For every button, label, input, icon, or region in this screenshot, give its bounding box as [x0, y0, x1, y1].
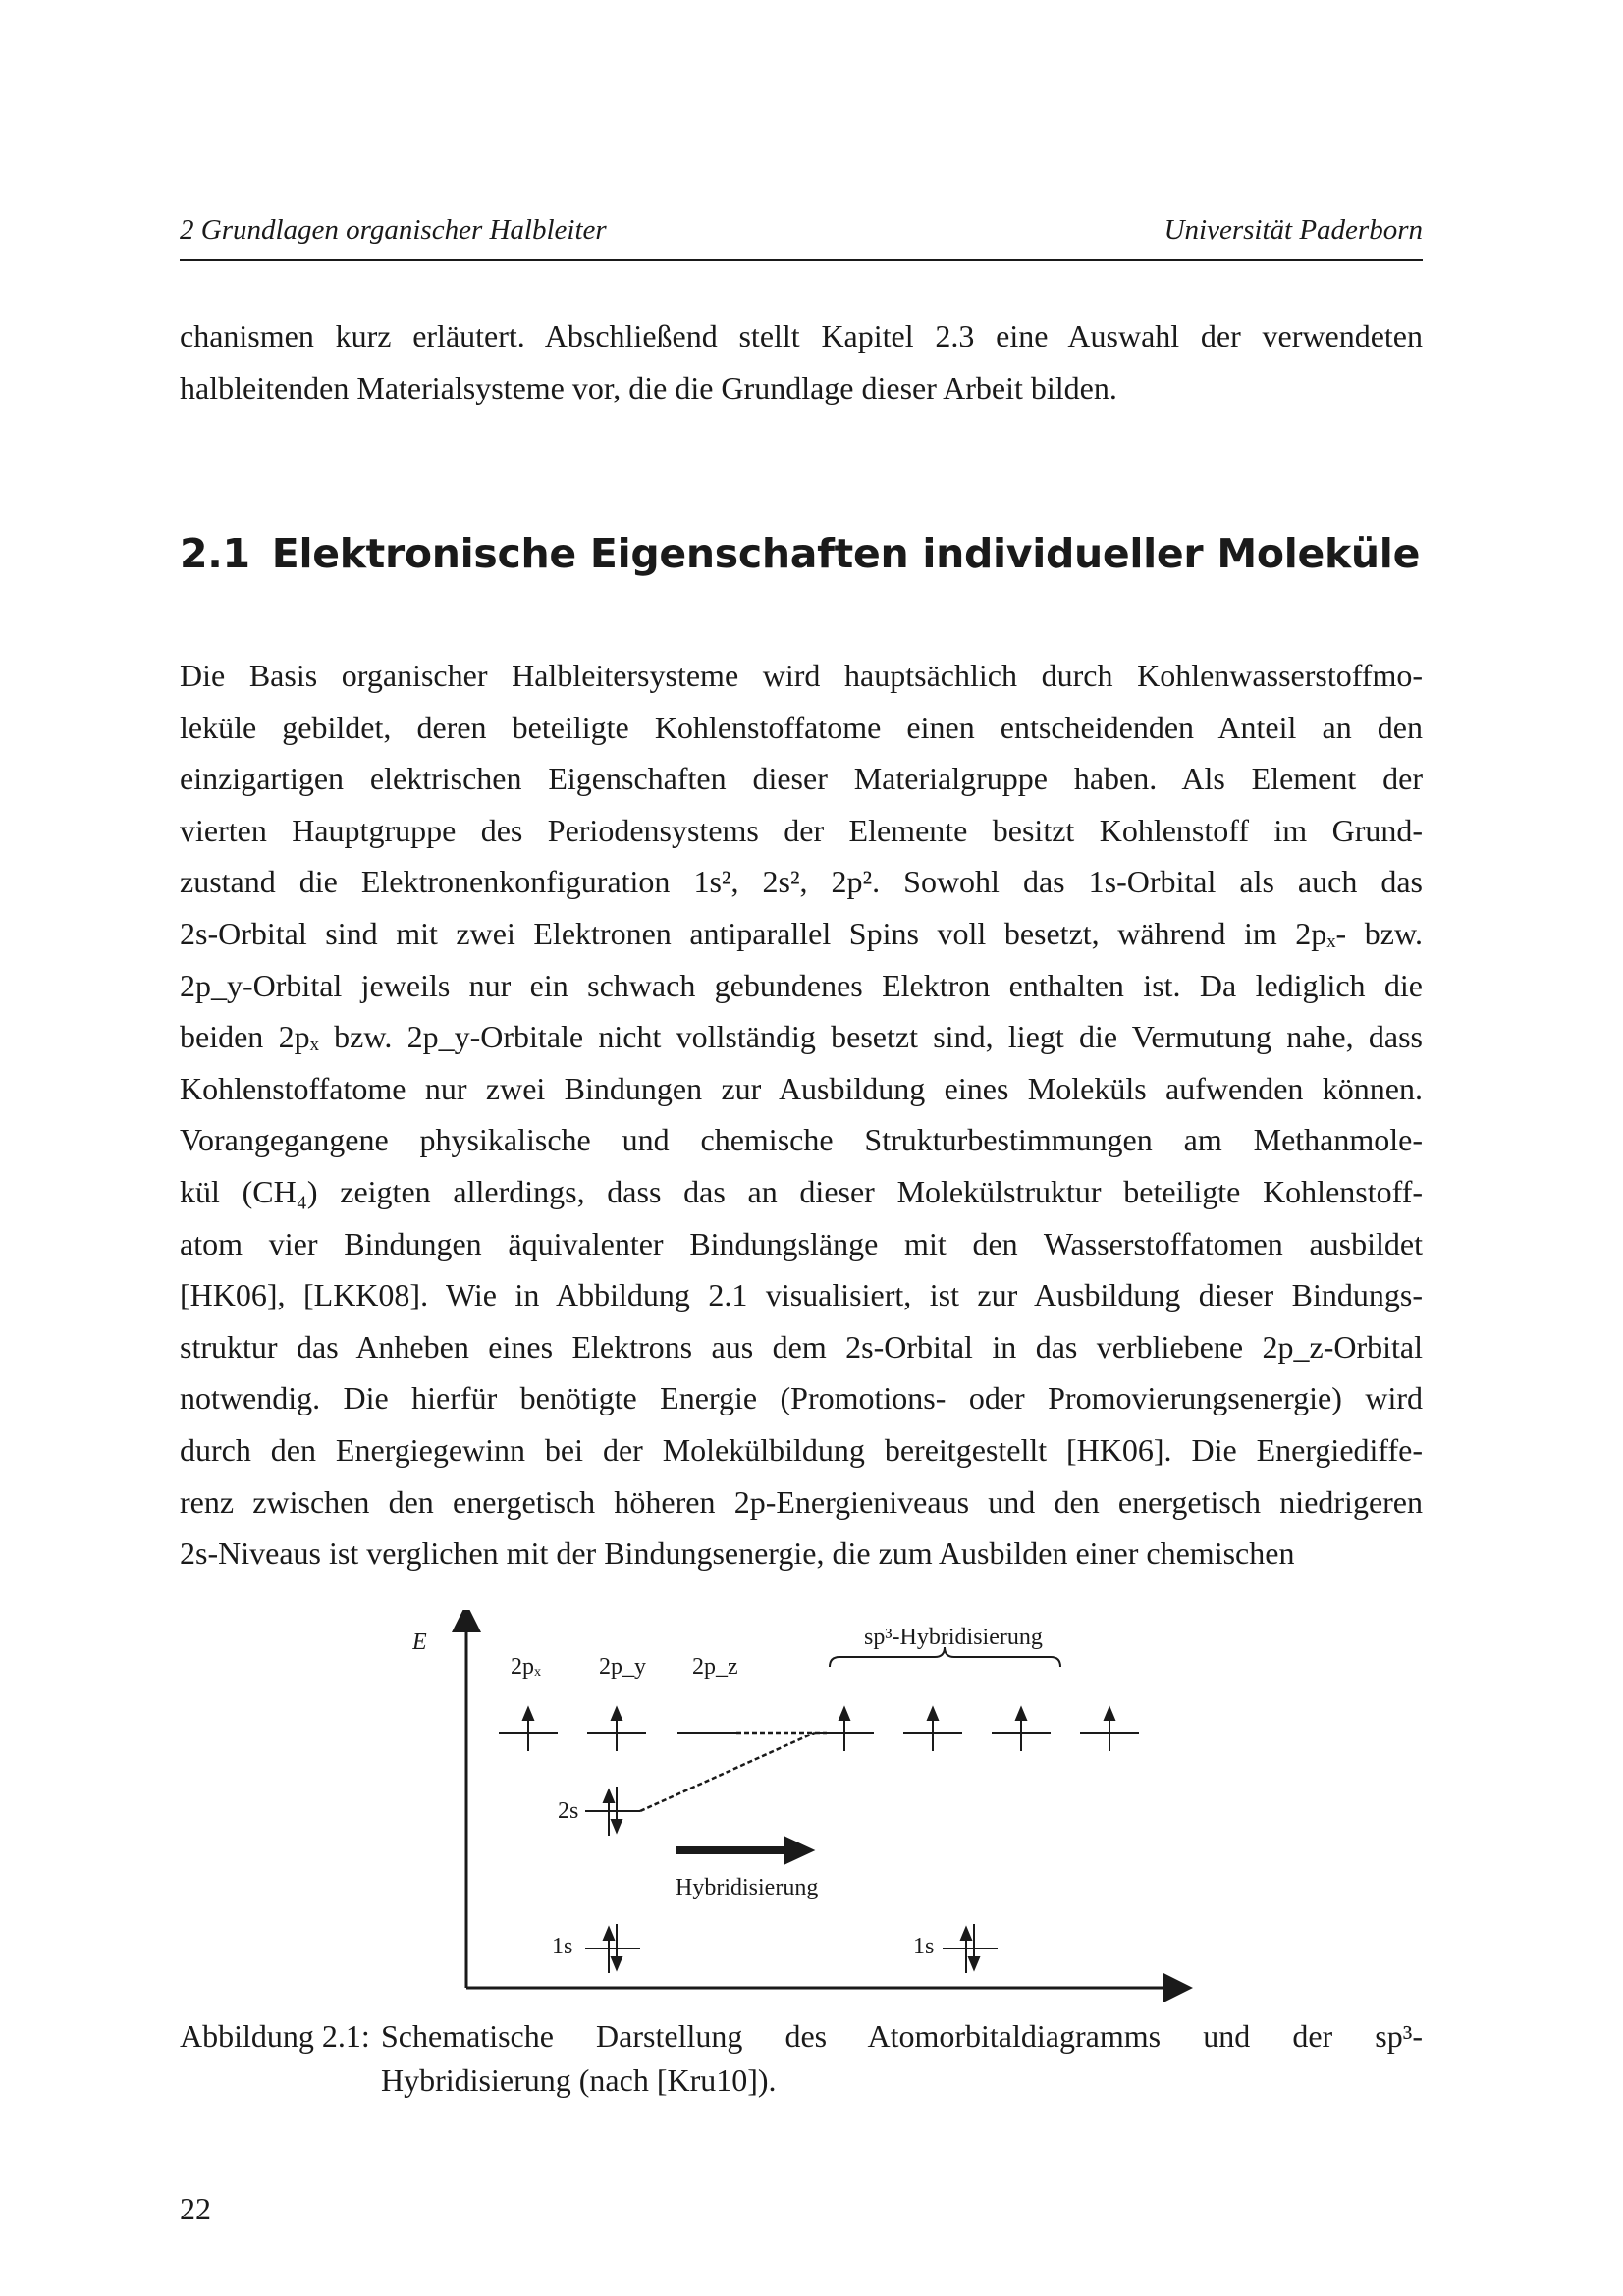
label-1s-right: 1s: [913, 1934, 935, 1959]
body-line: notwendig. Die hierfür benötigte Energie (Promotions- oder Promovierungsenergie) wird: [180, 1380, 1423, 1416]
body-line: struktur das Anheben eines Elektrons aus dem 2s-Orbital in das verbliebene 2p_z-Orbital: [180, 1328, 1423, 1364]
orbital-diagram: [412, 1610, 1198, 2002]
body-line: Vorangegangene physikalische und chemische Strukturbestimmungen am Methanmole-: [180, 1122, 1423, 1158]
header-rule: [180, 259, 1423, 261]
intro-line: halbleitenden Materialsysteme vor, die die Grundlage dieser Arbeit bilden.: [180, 369, 1117, 405]
intro-line: chanismen kurz erläutert. Abschließend stellt Kapitel 2.3 eine Auswahl der verwendeten: [180, 318, 1423, 353]
running-head-chapter: 2 Grundlagen organischer Halbleiter: [180, 214, 607, 245]
label-2px: 2pₓ: [511, 1654, 541, 1680]
spin-up-sp3-4: [1105, 1708, 1114, 1751]
body-line: 2p_y-Orbital jeweils nur ein schwach gebundenes Elektron enthalten ist. Da lediglich die: [180, 967, 1423, 1003]
body-paragraph: [180, 650, 1423, 1579]
spin-up-sp3-1: [839, 1708, 849, 1751]
caption-line: Schematische Darstellung des Atomorbitaldiagramms und der sp³-: [381, 2018, 1423, 2054]
running-head-university: Universität Paderborn: [1163, 214, 1423, 245]
page-number: 22: [180, 2191, 211, 2226]
body-line: Kohlenstoffatome nur zwei Bindungen zur Ausbildung eines Moleküls aufwenden können.: [180, 1070, 1423, 1106]
body-line: renz zwischen den energetisch höheren 2p-Energieniveaus und den energetisch niedrigeren: [180, 1483, 1423, 1520]
body-line: 2s-Orbital sind mit zwei Elektronen antiparallel Spins voll besetzt, während im 2pₓ- bzw.: [180, 915, 1423, 951]
body-line: einzigartigen elektrischen Eigenschaften dieser Materialgruppe haben. Als Element der: [180, 761, 1423, 797]
connector-2s-sp3: [640, 1733, 815, 1811]
energy-axis-label: E: [412, 1629, 427, 1655]
body-line: kül (CH₄) zeigten allerdings, dass das an dieser Molekülstruktur beteiligte Kohlenstoff-: [180, 1173, 1423, 1209]
section-number: 2.1: [180, 530, 250, 577]
spin-up-sp3-2: [928, 1708, 938, 1751]
body-line: zustand die Elektronenkonfiguration 1s², 2s², 2p². Sowohl das 1s-Orbital als auch das: [180, 864, 1423, 900]
brace: [830, 1647, 1060, 1667]
label-2py: 2p_y: [599, 1654, 646, 1680]
spin-up-sp3-3: [1016, 1708, 1026, 1751]
spin-up-2py: [612, 1708, 622, 1751]
label-2s: 2s: [558, 1798, 579, 1824]
label-2pz: 2p_z: [692, 1654, 738, 1680]
label-sp3-hybridization: sp³-Hybridisierung: [864, 1625, 1043, 1650]
body-line: [HK06], [LKK08]. Wie in Abbildung 2.1 visualisiert, ist zur Ausbildung dieser Bindungs-: [180, 1277, 1423, 1313]
caption-line: Hybridisierung (nach [Kru10]).: [381, 2062, 777, 2098]
body-line: durch den Energiegewinn bei der Molekülbildung bereitgestellt [HK06]. Die Energiediffe-: [180, 1431, 1423, 1468]
section-title: Elektronische Eigenschaften individueller Moleküle: [271, 530, 1421, 577]
body-line: 2s-Niveaus ist verglichen mit der Bindungsenergie, die zum Ausbilden einer chemischen: [180, 1535, 1295, 1572]
caption-label: Abbildung 2.1:: [180, 2018, 370, 2054]
body-line: Die Basis organischer Halbleitersysteme wird hauptsächlich durch Kohlenwasserstoffmo-: [180, 658, 1423, 693]
intro-paragraph: [180, 310, 1423, 413]
body-line: beiden 2pₓ bzw. 2p_y-Orbitale nicht vollständig besetzt sind, liegt die Vermutung nahe, dass: [180, 1019, 1423, 1055]
label-1s-left: 1s: [552, 1934, 573, 1959]
body-line: vierten Hauptgruppe des Periodensystems der Elemente besitzt Kohlenstoff im Grund-: [180, 812, 1423, 848]
label-hybridization-arrow: Hybridisierung: [676, 1875, 819, 1900]
body-line: atom vier Bindungen äquivalenter Bindungslänge mit den Wasserstoffatomen ausbildet: [180, 1225, 1423, 1261]
section-heading: [180, 530, 1420, 577]
hybridization-arrow: [676, 1838, 813, 1863]
caption-body: [381, 2014, 1423, 2103]
spin-up-2px: [523, 1708, 533, 1751]
body-line: leküle gebildet, deren beteiligte Kohlenstoffatome einen entscheidenden Anteil an den: [180, 709, 1423, 745]
